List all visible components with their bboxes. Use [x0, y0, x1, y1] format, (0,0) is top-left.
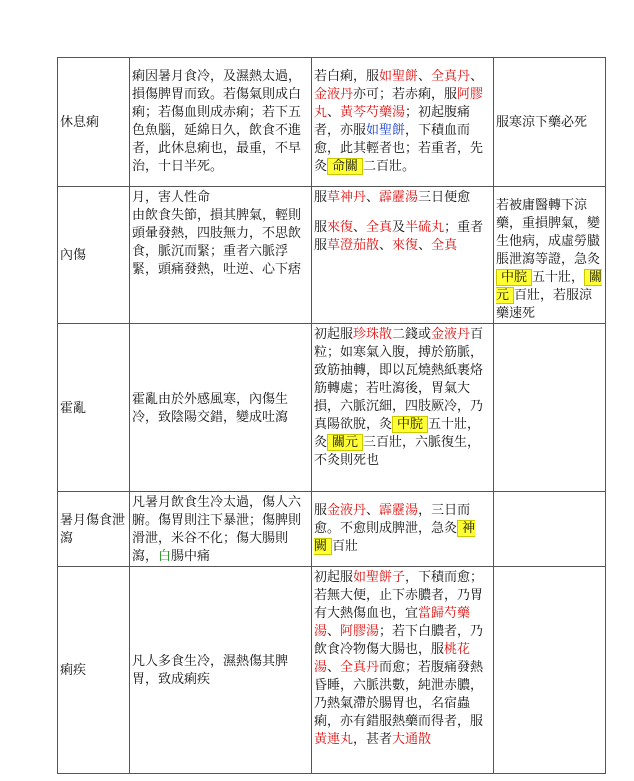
acupoint-highlight: 關元 — [327, 434, 363, 451]
medicine-name: 黃芩芍藥湯 — [340, 105, 406, 120]
medicine-name: 草神丹 — [327, 190, 367, 205]
table-row — [58, 187, 606, 324]
medicine-name: 全真 — [366, 220, 393, 235]
medicine-name: 黃連丸 — [314, 732, 354, 747]
note-cell: 服寒涼下藥必死 — [494, 58, 606, 187]
medicine-name: 金液丹 — [431, 327, 471, 342]
acupoint-highlight: 中脘 — [392, 416, 428, 433]
medicine-name: 來復 — [327, 220, 354, 235]
cause-cell: 凡暑月飲食生冷太過，傷人六腑。傷胃則注下暴泄；傷脾則滑泄，米谷不化；傷大腸則瀉，白腸中痛 — [130, 492, 312, 567]
medicine-name: 全真丹 — [431, 69, 471, 84]
disease-name: 內傷 — [58, 187, 130, 324]
medicine-name: 金液丹 — [327, 503, 367, 518]
table-row — [58, 58, 606, 187]
medicine-name: 半硫丸 — [405, 220, 445, 235]
note-cell — [494, 492, 606, 567]
table-row — [58, 567, 606, 774]
disease-name: 休息痢 — [58, 58, 130, 187]
medicine-name: 金液丹 — [314, 87, 354, 102]
cause-cell: 霍亂由於外感風寒，內傷生冷，致陰陽交錯，變成吐瀉 — [130, 324, 312, 492]
medicine-name: 桃花湯 — [314, 642, 471, 675]
medicine-name: 阿膠丸 — [314, 87, 484, 120]
medicine-name: 阿膠湯 — [340, 624, 380, 639]
cause-cell: 痢因暑月食冷，及濕熱太過，損傷脾胃而致。若傷氣則成白痢；若傷血則成赤痢；若下五色魚腦，延綿日久，飲食不進者，此休息痢也，最重，不早治，十日半死。 — [130, 58, 312, 187]
note-cell — [494, 324, 606, 492]
table-row — [58, 324, 606, 492]
medicine-name: 珍珠散 — [353, 327, 393, 342]
acupoint-highlight: 中脘 — [496, 269, 532, 286]
medicine-name: 來復 — [392, 238, 419, 253]
acupoint-highlight: 神闕 — [314, 521, 476, 554]
medicine-name: 如聖餅 — [379, 69, 419, 84]
medicine-name: 草澄茄散 — [327, 238, 380, 253]
remedy-table — [57, 57, 606, 774]
cause-cell: 月，害人性命 由飲食失節，損其脾氣，輕則頭暈發熱，四肢無力，不思飲食，脈沉而緊；重者六脈浮緊，頭痛發熱，吐逆、心下痞 — [130, 187, 312, 324]
cause-cell: 凡人多食生冷，濕熱傷其脾胃，致成痢疾 — [130, 567, 312, 774]
note-cell — [494, 567, 606, 774]
treatment-cell: 初起服珍珠散二錢或金液丹百粒；如寒氣入腹，搏於筋脈，致筋抽轉，即以瓦燒熱紙裹烙筋轉處；若吐瀉後，胃氣大損，六脈沉細，四肢厥冷，乃真陽欲脫，灸 中脘 五十壯，灸 關元 三百壯，六脈復生，不灸則死也 — [312, 324, 494, 492]
medicine-name: 如聖餅子 — [353, 570, 406, 585]
medicine-name: 大通散 — [392, 732, 432, 747]
disease-name: 暑月傷食泄瀉 — [58, 492, 130, 567]
treatment-cell: 服草神丹、霹靂湯三日便愈 服來復、全真及半硫丸；重者服草澄茄散、來復、全真 — [312, 187, 494, 324]
medicine-name: 全真丹 — [340, 660, 380, 675]
medicine-name: 當歸芍藥湯 — [314, 606, 471, 639]
acupoint-highlight: 命關 — [327, 158, 363, 175]
medicine-name: 霹靂湯 — [379, 503, 419, 518]
medicine-name: 霹靂湯 — [379, 190, 419, 205]
medicine-name: 如聖餅 — [366, 123, 406, 138]
disease-name: 霍亂 — [58, 324, 130, 492]
treatment-cell: 初起服如聖餅子，下積而愈；若無大便，止下赤膿者，乃胃有大熱傷血也，宜當歸芍藥湯、阿膠湯；若下白膿者，乃飲食冷物傷大腸也，服桃花湯、全真丹而愈；若腹痛發熱昏睡，六脈洪數，純泄赤膿，乃熱氣滯於腸胃也，名宿蟲痢，亦有錯服熱藥而得者，服黃連丸，甚者大通散 — [312, 567, 494, 774]
table-row — [58, 492, 606, 567]
treatment-cell: 若白痢，服如聖餅、全真丹、金液丹亦可；若赤痢，服阿膠丸、黃芩芍藥湯；初起腹痛者，亦服如聖餅，下積血而愈，此其輕者也；若重者，先灸 命關 二百壯。 — [312, 58, 494, 187]
medicine-name: 全真 — [431, 238, 458, 253]
acupoint-highlight: 關元 — [496, 270, 603, 303]
note-cell: 若被庸醫轉下涼藥，重損脾氣，變生他病，成虛勞臌脹泄瀉等證，急灸中脘 五十壯， 關元 百壯，若服涼藥速死 — [494, 187, 606, 324]
treatment-cell: 服金液丹、霹靂湯，三日而愈。不愈則成脾泄，急灸 神闕 百壯 — [312, 492, 494, 567]
disease-name: 痢疾 — [58, 567, 130, 774]
